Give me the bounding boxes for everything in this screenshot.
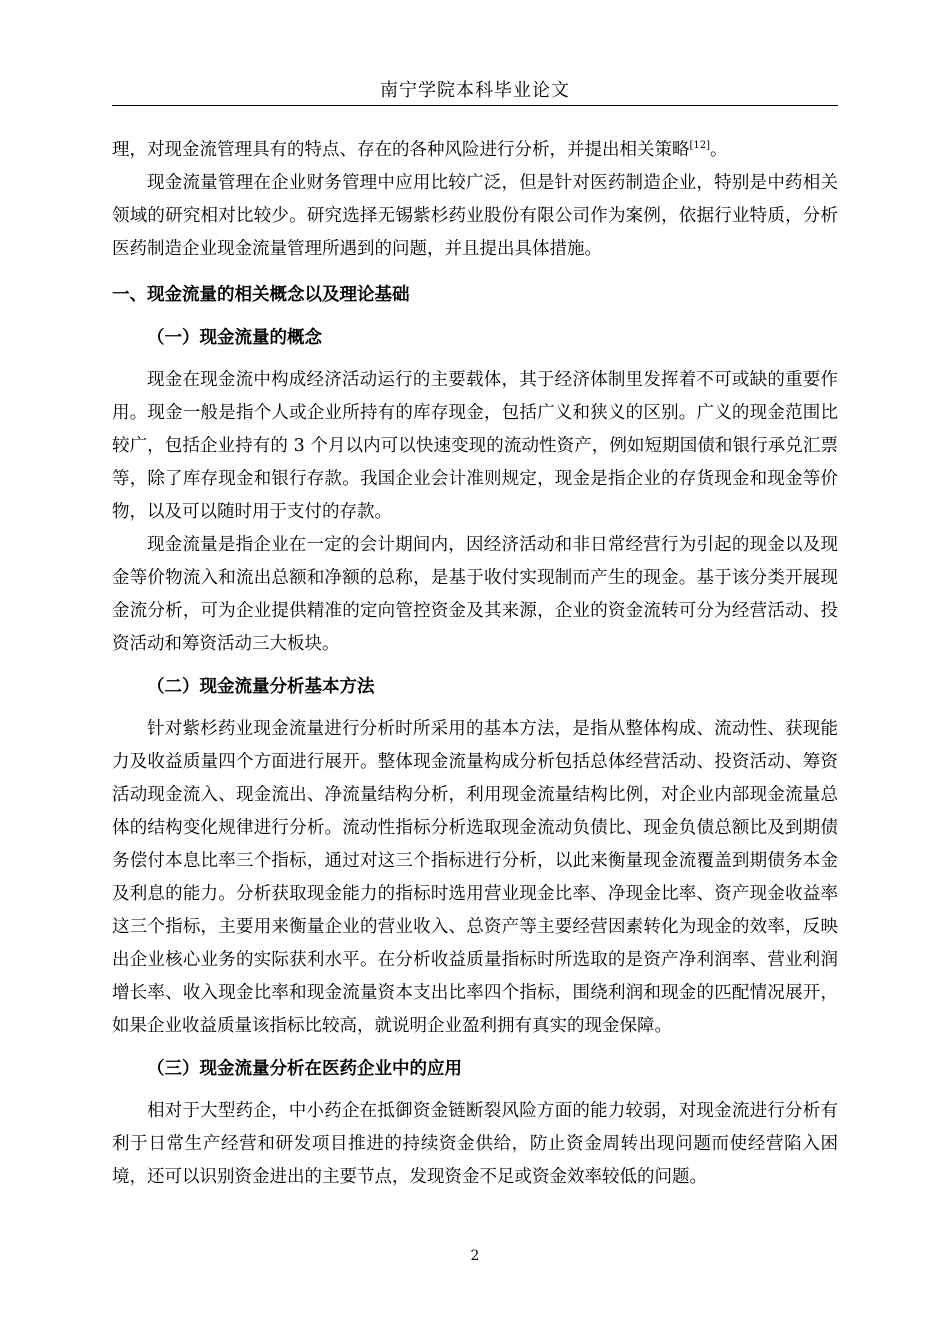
running-header: 南宁学院本科毕业论文 xyxy=(380,80,570,101)
page-number: 2 xyxy=(470,1248,480,1264)
intro-paragraph: 现金流量管理在企业财务管理中应用比较广泛，但是针对医药制造企业，特别是中药相关领域的研究相对比较少。研究选择无锡紫杉药业股份有限公司作为案例，依据行业特质，分析医药制造企业现金流量管理所遇到的问题，并且提出具体措施。 xyxy=(112,173,838,259)
citation-ref: [12] xyxy=(689,140,711,152)
intro-paragraph-continued xyxy=(112,134,838,167)
subsection-heading-3: （三）现金流量分析在医药企业中的应用 xyxy=(147,1059,462,1079)
section-heading: 一、现金流量的相关概念以及理论基础 xyxy=(112,285,410,305)
header-rule xyxy=(112,105,838,106)
body-paragraph: 相对于大型药企，中小药企在抵御资金链断裂风险方面的能力较弱，对现金流进行分析有利于日常生产经营和研发项目推进的持续资金供给，防止资金周转出现问题而使经营陷入困境，还可以识别资金进出的主要节点，发现资金不足或资金效率较低的问题。 xyxy=(112,1101,838,1187)
main-content xyxy=(112,134,838,1194)
body-paragraph: 现金流量是指企业在一定的会计期间内，因经济活动和非日常经营行为引起的现金以及现金等价物流入和流出总额和净额的总称，是基于收付实现制而产生的现金。基于该分类开展现金流分析，可为企业提供精准的定向管控资金及其来源，企业的资金流转可分为经营活动、投资活动和筹资活动三大板块。 xyxy=(112,535,838,654)
body-paragraph: 现金在现金流中构成经济活动运行的主要载体，其于经济体制里发挥着不可或缺的重要作用。现金一般是指个人或企业所持有的库存现金，包括广义和狭义的区别。广义的现金范围比较广，包括企业持有的 3 个月以内可以快速变现的流动性资产，例如短期国债和银行承兑汇票等，除了库存现金和银行存款。我国企业会计准则规定，现金是指企业的存货现金和现金等价物，以及可以随时用于支付的存款。 xyxy=(112,370,838,522)
subsection-heading-2: （二）现金流量分析基本方法 xyxy=(147,677,375,697)
subsection-heading-1: （一）现金流量的概念 xyxy=(147,328,322,348)
intro-end: 。 xyxy=(710,140,728,160)
intro-text: 理，对现金流管理具有的特点、存在的各种风险进行分析，并提出相关策略 xyxy=(112,140,690,160)
body-paragraph: 针对紫杉药业现金流量进行分析时所采用的基本方法，是指从整体构成、流动性、获现能力及收益质量四个方面进行展开。整体现金流量构成分析包括总体经营活动、投资活动、筹资活动现金流入、现金流出、净流量结构分析，利用现金流量结构比例，对企业内部现金流量总体的结构变化规律进行分析。流动性指标分析选取现金流动负债比、现金负债总额比及到期债务偿付本息比率三个指标，通过对这三个指标进行分析，以此来衡量现金流覆盖到期债务本金及利息的能力。分析获取现金能力的指标时选用营业现金比率、净现金比率、资产现金收益率这三个指标，主要用来衡量企业的营业收入、总资产等主要经营因素转化为现金的效率，反映出企业核心业务的实际获利水平。在分析收益质量指标时所选取的是资产净利润率、营业利润增长率、收入现金比率和现金流量资本支出比率四个指标，围绕利润和现金的匹配情况展开，如果企业收益质量该指标比较高，就说明企业盈利拥有真实的现金保障。 xyxy=(112,719,838,1036)
